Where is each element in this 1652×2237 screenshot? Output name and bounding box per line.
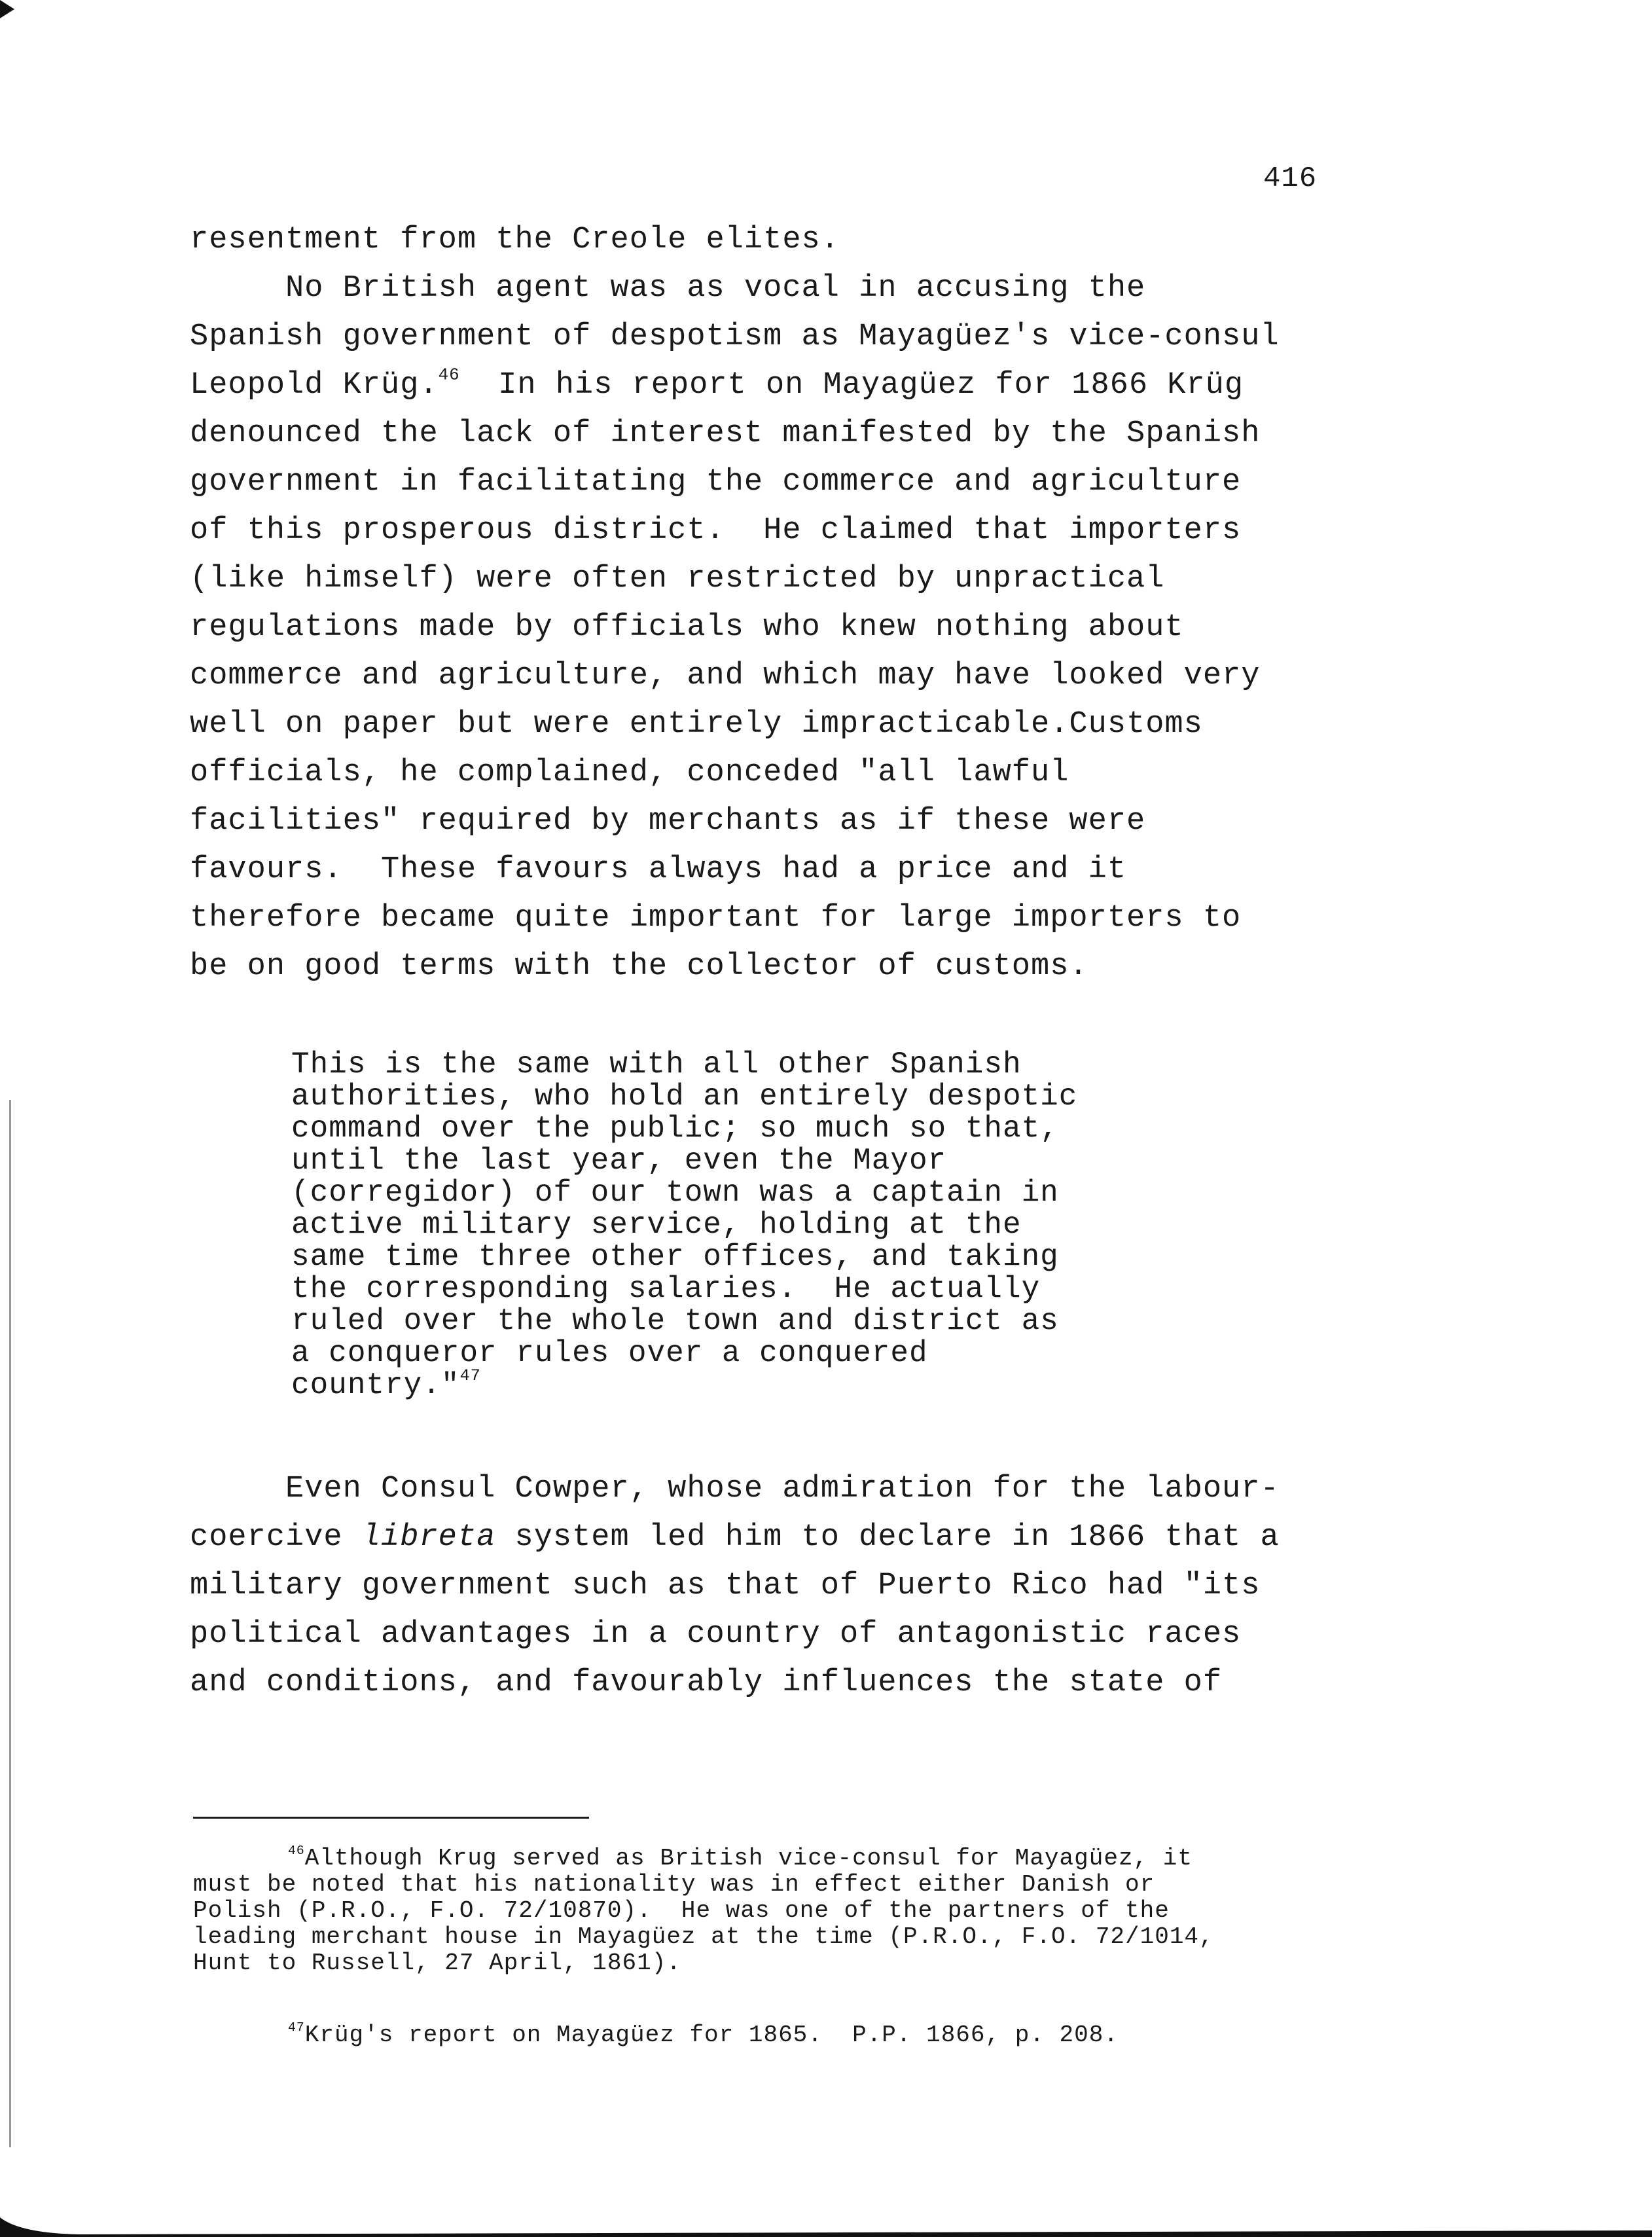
body-line: No British agent was as vocal in accusing the — [190, 271, 1146, 306]
body-line: of this prosperous district. He claimed that importers — [190, 513, 1242, 548]
body-line: regulations made by officials who knew nothing about — [190, 610, 1184, 645]
body-line — [190, 1520, 1280, 1555]
footnote-ref-46[interactable]: 46 — [438, 365, 460, 385]
text-run: system led him to declare in 1866 that a — [495, 1520, 1280, 1555]
scan-corner-mark — [0, 0, 14, 18]
body-line: resentment from the Creole elites. — [190, 223, 840, 257]
body-line: therefore became quite important for large importers to — [190, 901, 1242, 936]
scan-edge-left — [9, 1100, 11, 2147]
footnote-ref-47[interactable]: 47 — [459, 1366, 481, 1385]
body-line: and conditions, and favourably influences the state of — [190, 1665, 1223, 1700]
quote-line: command over the public; so much so that, — [291, 1112, 1059, 1146]
body-line — [190, 365, 1244, 403]
quote-line — [291, 1368, 481, 1402]
quote-line: same time three other offices, and taking — [291, 1240, 1059, 1274]
footnote-marker-47: 47 — [288, 2020, 305, 2035]
quote-line: the corresponding salaries. He actually — [291, 1272, 1041, 1306]
footnote-line: leading merchant house in Mayagüez at the time (P.R.O., F.O. 72/1014, — [193, 1923, 1214, 1950]
body-line: be on good terms with the collector of customs. — [190, 949, 1088, 984]
text-run: In his report on Mayagüez for 1866 Krüg — [459, 368, 1244, 403]
quote-line: active military service, holding at the — [291, 1208, 1022, 1242]
body-line: commerce and agriculture, and which may have looked very — [190, 659, 1261, 693]
body-line: government in facilitating the commerce and agriculture — [190, 465, 1242, 500]
quote-line: This is the same with all other Spanish — [291, 1047, 1022, 1082]
body-line: (like himself) were often restricted by unpractical — [190, 562, 1165, 596]
text-run: Krüg's report on Mayagüez for 1865. P.P. 1866, p. 208. — [304, 2022, 1119, 2048]
body-line: denounced the lack of interest manifested by the Spanish — [190, 416, 1261, 451]
body-line: Even Consul Cowper, whose admiration for the labour- — [190, 1472, 1280, 1506]
quote-line: authorities, who hold an entirely despotic — [291, 1080, 1078, 1114]
text-run: Leopold Krüg. — [190, 368, 439, 403]
text-run: Although Krug served as British vice-consul for Mayagüez, it — [304, 1845, 1193, 1872]
body-line: political advantages in a country of antagonistic races — [190, 1617, 1242, 1652]
page-number: 416 — [1263, 162, 1318, 195]
quote-line: ruled over the whole town and district as — [291, 1304, 1059, 1338]
footnote-rule — [193, 1817, 589, 1819]
text-run: country." — [291, 1368, 460, 1402]
quote-line: a conqueror rules over a conquered — [291, 1336, 928, 1370]
body-line: facilities" required by merchants as if these were — [190, 804, 1146, 839]
body-line: military government such as that of Puerto Rico had "its — [190, 1569, 1261, 1603]
footnote-line: Polish (P.R.O., F.O. 72/10870). He was one of the partners of the — [193, 1897, 1170, 1924]
footnote-marker-46: 46 — [288, 1844, 305, 1859]
footnote-line — [288, 1845, 1193, 1872]
body-line: officials, he complained, conceded "all lawful — [190, 755, 1069, 790]
quote-line: (corregidor) of our town was a captain in — [291, 1176, 1059, 1210]
italic-term: libreta — [361, 1520, 496, 1555]
quote-line: until the last year, even the Mayor — [291, 1144, 947, 1178]
body-line: well on paper but were entirely impracticable.Customs — [190, 707, 1203, 742]
footnote-line: Hunt to Russell, 27 April, 1861). — [193, 1950, 681, 1976]
footnote-line — [288, 2022, 1119, 2048]
footnote-line: must be noted that his nationality was in effect either Danish or — [193, 1871, 1155, 1898]
scan-edge-bottom — [0, 2211, 1652, 2237]
body-line: Spanish government of despotism as Mayagüez's vice-consul — [190, 319, 1280, 354]
text-run: coercive — [190, 1520, 362, 1555]
body-line: favours. These favours always had a price and it — [190, 852, 1127, 887]
